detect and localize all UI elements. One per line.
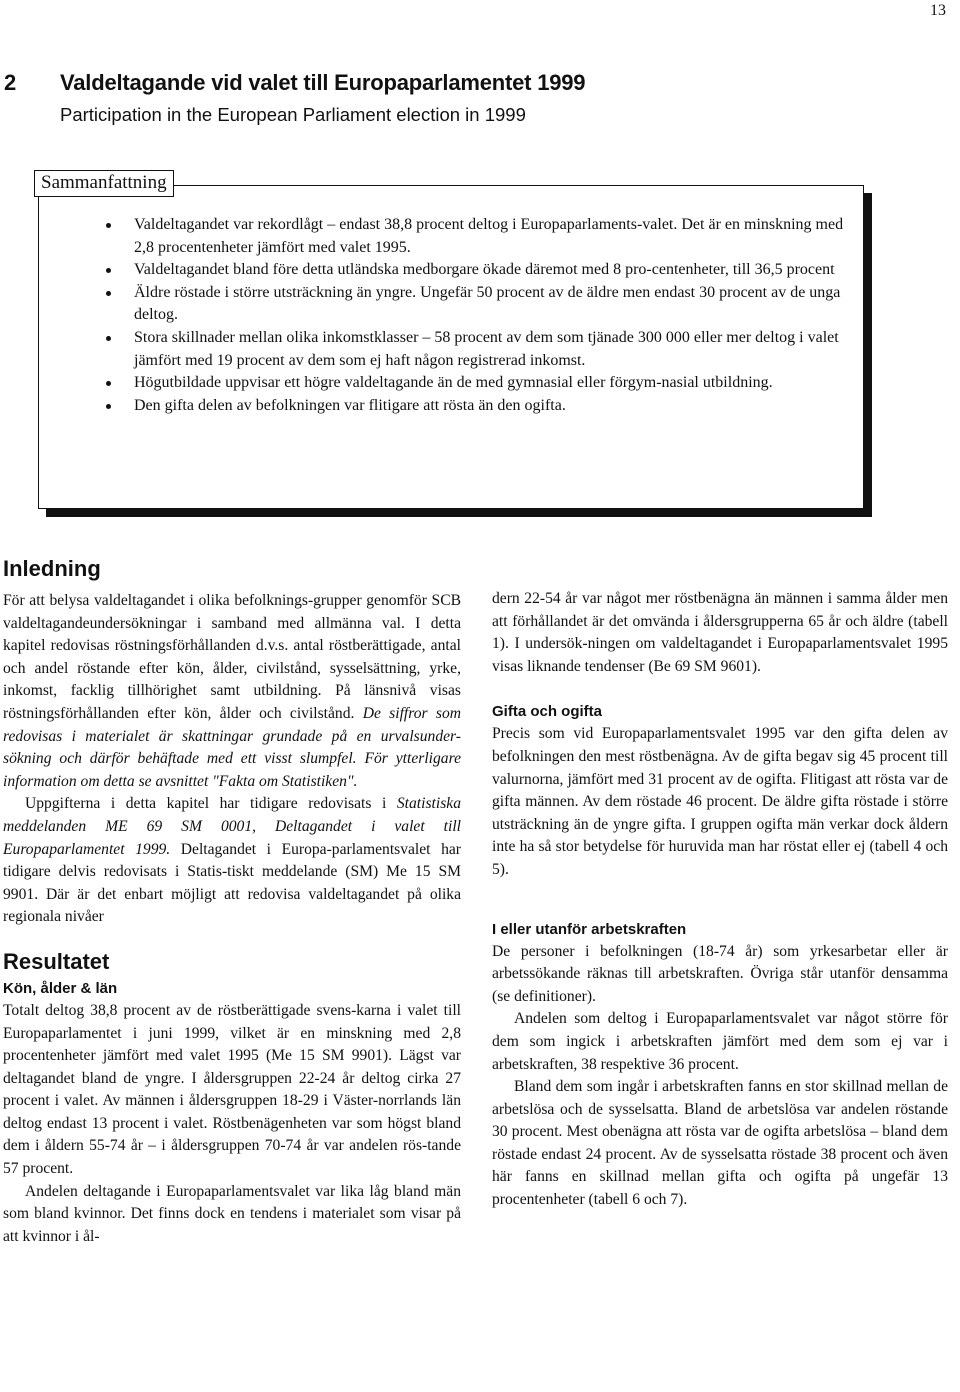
intro-paragraph-1: För att belysa valdeltagandet i olika befolknings-grupper genomför SCB valdeltagandeundersökningar i samband med allmänna val. I detta kapitel redovisas röstningsförhållanden d.v.s. antal röstberättigade, antal och andel röstande efter kön, ålder, civilstånd, sysselsättning, yrke, inkomst, facklig tillhörighet samt utbildning. På länsnivå visas röstningsförhållanden efter kön, ålder och civilstånd. De siffror som redovisas i materialet är skattningar grundade på en urvalsunder-sökning och därför behäftade med ett visst slumpfel. För ytterligare information om detta se avsnittet "Fakta om Statistiken". (3, 592, 462, 790)
summary-list (86, 214, 846, 417)
right-column (492, 588, 948, 1212)
summary-item: Valdeltagandet var rekordlågt – endast 38,8 procent deltog i Europaparlaments-valet. Det är en minskning med 2,8 procentenheter jämfört med valet 1995. (86, 214, 846, 259)
intro-paragraph-2: Uppgifterna i detta kapitel har tidigare redovisats i Statistiska meddelanden ME 69 SM 0001, Deltagandet i valet till Europaparlamentet 1999. Deltagandet i Europa-parlamentsvalet har tidigare delvis redovisats i Statis-tiskt meddelande (SM) Me 15 SM 9901. Där är det enbart möjligt att redovisa valdeltagandet på olika regionala nivåer (3, 795, 461, 926)
results-paragraph-2: Andelen deltagande i Europaparlamentsvalet var lika låg bland män som bland kvinnor. Det finns dock en tendens i materialet som visar på att kvinnor i ål- (3, 1182, 461, 1245)
summary-item: Valdeltagandet bland före detta utländska medborgare ökade däremot med 8 pro-centenheter, till 36,5 procent (86, 259, 846, 282)
labour-paragraph-2: Andelen som deltog i Europaparlamentsvalet var något större för dem som ingick i arbetskraften jämfört med dem som ej var i arbetskraften, 38 respektive 36 procent. (492, 1010, 948, 1073)
page-number: 13 (930, 2, 946, 19)
bullet-icon (106, 404, 111, 409)
summary-item: Högutbildade uppvisar ett högre valdeltagande än de med gymnasial eller förgym-nasial utbildning. (86, 372, 846, 395)
left-column (3, 556, 461, 1248)
labour-paragraph-3: Bland dem som ingår i arbetskraften fanns en stor skillnad mellan de arbetslösa och de sysselsatta. Bland de arbetslösa var andelen röstande 30 procent. Mest obenägna att rösta var de ogifta arbetslösa – bland dem röstade endast 24 procent. Av de sysselsatta röstade 38 procent och även här fanns en skillnad mellan gifta och ogifta på ungefär 13 procentenheter (tabell 6 och 7). (492, 1078, 948, 1209)
married-heading: Gifta och ogifta (492, 703, 602, 721)
bullet-icon (106, 336, 111, 341)
bullet-icon (106, 381, 111, 386)
summary-item: Den gifta delen av befolkningen var flitigare att rösta än den ogifta. (86, 395, 846, 418)
labour-heading: I eller utanför arbetskraften (492, 920, 687, 938)
summary-item: Äldre röstade i större utsträckning än yngre. Ungefär 50 procent av de äldre men endast 30 procent av de unga deltog. (86, 282, 846, 327)
summary-item: Stora skillnader mellan olika inkomstklasser – 58 procent av dem som tjänade 300 000 eller mer deltog i valet jämfört med 19 procent av dem som ej haft någon registrerad inkomst. (86, 327, 846, 372)
labour-paragraph-1: De personer i befolkningen (18-74 år) som yrkesarbetar eller är arbetssökande räknas till arbetskraften. Övriga står utanför densamma (se definitioner). (492, 942, 948, 1005)
married-paragraph: Precis som vid Europaparlamentsvalet 1995 var den gifta delen av befolkningen den mest röstbenägna. Av de gifta begav sig 45 procent till valurnorna, jämfört med 31 procent av de ogifta. Flitigast att rösta var de gifta männen. Av dem röstade 46 procent. De äldre gifta röstade i större utsträckning än de yngre gifta. I gruppen ogifta män verkar dock åldern inte ha så stor betydelse för huruvida man har röstat eller ej (tabell 4 och 5). (492, 725, 948, 878)
continued-paragraph: dern 22-54 år var något mer röstbenägna än männen i samma ålder men att förhållandet är det omvända i åldersgrupperna 65 år och äldre (tabell 1). I undersök-ningen om valdeltagandet i Europaparlamentsvalet 1995 visas liknande tendenser (Be 69 SM 9601). (492, 590, 948, 675)
summary-label: Sammanfattning (34, 170, 174, 197)
results-heading: Resultatet (3, 948, 110, 974)
results-subheading: Kön, ålder & län (3, 979, 118, 997)
chapter-title-text: Valdeltagande vid valet till Europaparlamentet 1999 (60, 70, 586, 95)
chapter-number: 2 (4, 70, 17, 95)
bullet-icon (106, 223, 111, 228)
bullet-icon (106, 268, 111, 273)
chapter-subtitle: Participation in the European Parliament election in 1999 (60, 104, 526, 125)
chapter-title (0, 70, 900, 96)
intro-heading: Inledning (3, 556, 101, 581)
bullet-icon (106, 291, 111, 296)
results-paragraph-1: Totalt deltog 38,8 procent av de röstberättigade svens-karna i valet till Europaparlamentet i juni 1999, vilket är en minskning med 2,8 procentenheter jämfört med valet 1995 (Me 15 SM 9901). Lägst var deltagandet bland de yngre. I åldersgruppen 22-24 år deltog cirka 27 procent i valet. Av männen i åldersgruppen 18-29 i Väster-norrlands län deltog endast 13 procent i valet. Röstbenägenheten var som högst bland dem i åldern 55-74 år – i åldersgruppen 70-74 år var andelen rös-tande 57 procent. (3, 1001, 461, 1178)
